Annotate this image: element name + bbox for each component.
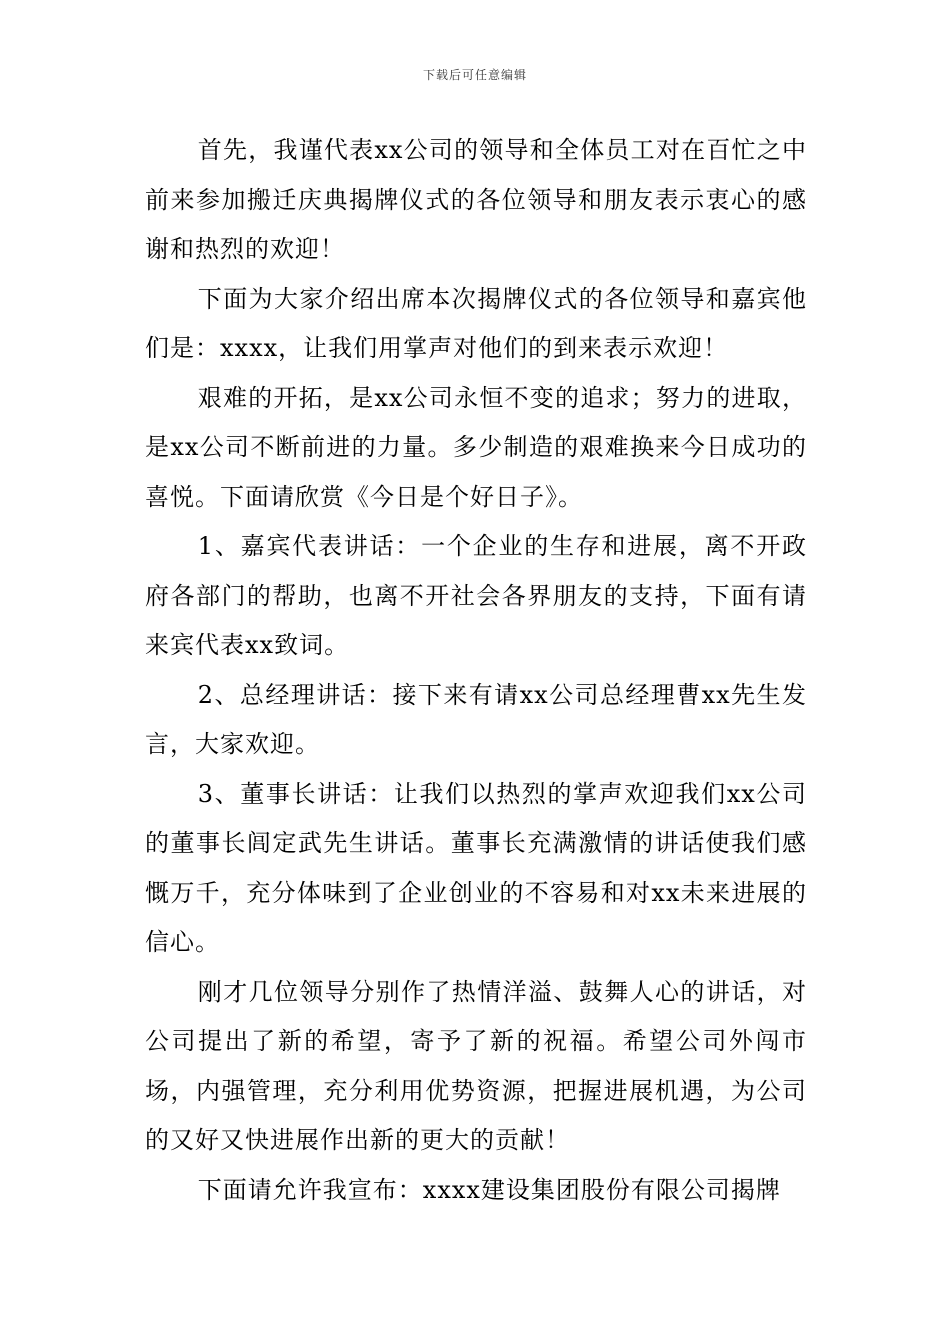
paragraph-announcement: 下面请允许我宣布：xxxx建设集团股份有限公司揭牌 — [197, 1175, 781, 1204]
paragraph-general-manager-speech: 2、总经理讲话：接下来有请xx公司总经理曹xx先生发言，大家欢迎。 — [145, 680, 807, 758]
paragraph-opening-thanks: 首先，我谨代表xx公司的领导和全体员工对在百忙之中前来参加搬迁庆典揭牌仪式的各位领导和朋友表示衷心的感谢和热烈的欢迎！ — [145, 136, 807, 263]
paragraph-summary: 刚才几位领导分别作了热情洋溢、鼓舞人心的讲话，对公司提出了新的希望，寄予了新的祝福。希望公司外闯市场，内强管理，充分利用优势资源，把握进展机遇，为公司的又好又快进展作出新的更大的贡献！ — [145, 977, 807, 1154]
paragraph-guest-introduction: 下面为大家介绍出席本次揭牌仪式的各位领导和嘉宾他们是：xxxx，让我们用掌声对他们的到来表示欢迎！ — [145, 284, 807, 362]
page-header: 下载后可任意编辑 — [422, 68, 527, 82]
paragraph-guest-speech: 1、嘉宾代表讲话：一个企业的生存和进展，离不开政府各部门的帮助，也离不开社会各界朋友的支持，下面有请来宾代表xx致词。 — [145, 532, 807, 659]
paragraph-chairman-speech: 3、董事长讲话：让我们以热烈的掌声欢迎我们xx公司的董事长闾定武先生讲话。董事长充满激情的讲话使我们感慨万千，充分体味到了企业创业的不容易和对xx未来进展的信心。 — [145, 779, 807, 956]
paragraph-company-spirit: 艰难的开拓，是xx公司永恒不变的追求；努力的进取，是xx公司不断前进的力量。多少制造的艰难换来今日成功的喜悦。下面请欣赏《今日是个好日子》。 — [145, 383, 807, 511]
document-body — [145, 126, 807, 1215]
